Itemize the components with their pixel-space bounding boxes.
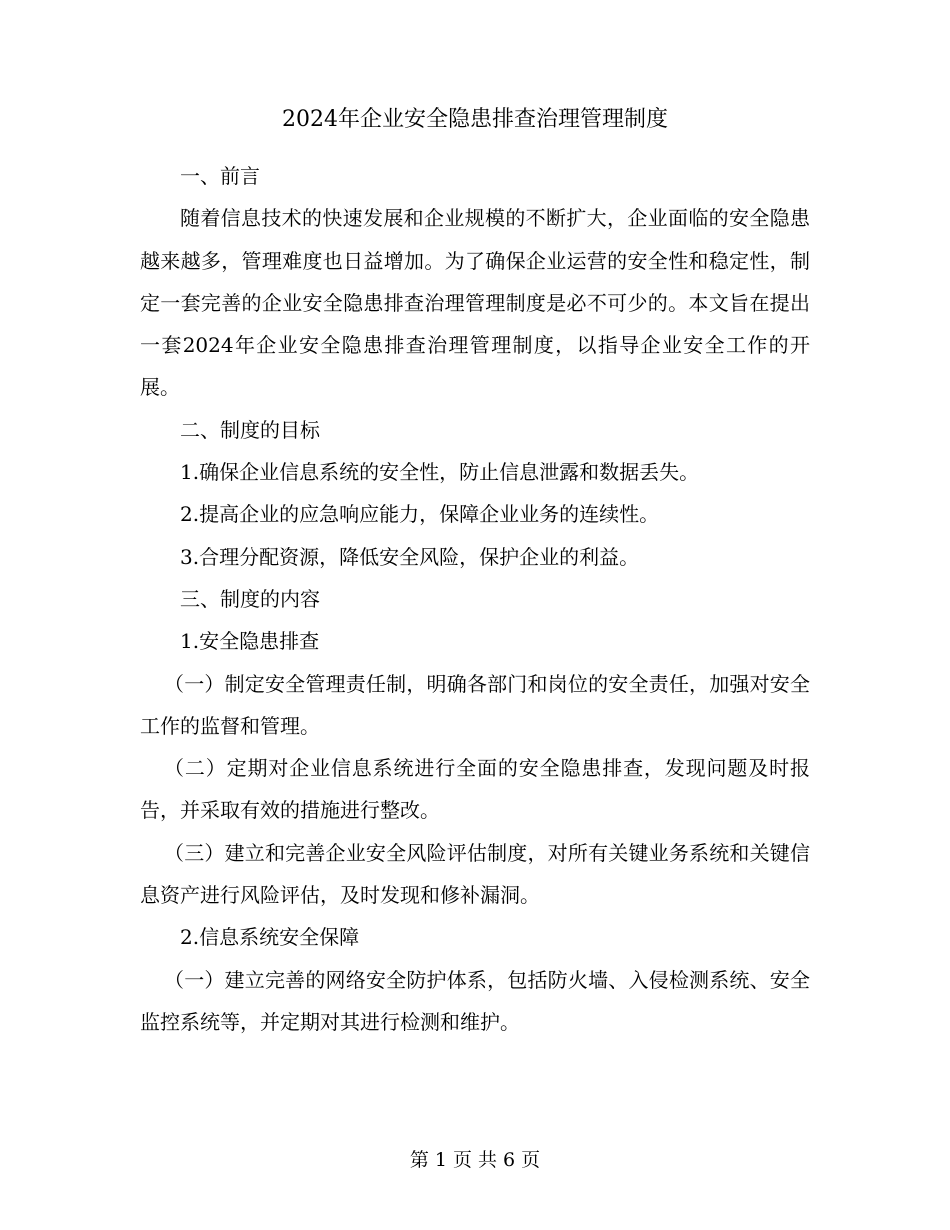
paragraph-inspection-item-1: （一）制定安全管理责任制，明确各部门和岗位的安全责任，加强对安全工作的监督和管理。 (140, 671, 810, 738)
document-body (140, 155, 810, 1043)
heading-objectives: 二、制度的目标 (180, 417, 320, 442)
list-item-objective-1: 1.确保企业信息系统的安全性，防止信息泄露和数据丢失。 (180, 460, 700, 485)
paragraph-inspection-item-2: （二）定期对企业信息系统进行全面的安全隐患排查，发现问题及时报告，并采取有效的措施进行整改。 (140, 756, 810, 823)
paragraph-inspection-item-3: （三）建立和完善企业安全风险评估制度，对所有关键业务系统和关键信息资产进行风险评估，及时发现和修补漏洞。 (140, 840, 810, 908)
paragraph-security-item-1: （一）建立完善的网络安全防护体系，包括防火墙、入侵检测系统、安全监控系统等，并定期对其进行检测和维护。 (140, 967, 810, 1034)
subheading-system-security: 2.信息系统安全保障 (180, 925, 360, 950)
heading-preface: 一、前言 (180, 164, 260, 188)
heading-content: 三、制度的内容 (180, 586, 320, 611)
list-item-objective-3: 3.合理分配资源，降低安全风险，保护企业的利益。 (180, 544, 640, 569)
paragraph-preface-body: 随着信息技术的快速发展和企业规模的不断扩大，企业面临的安全隐患越来越多，管理难度也日益增加。为了确保企业运营的安全性和稳定性，制定一套完善的企业安全隐患排查治理管理制度是必不可少的。本文旨在提出一套2024年企业安全隐患排查治理管理制度，以指导企业安全工作的开展。 (140, 206, 810, 400)
document-title: 2024年企业安全隐患排查治理管理制度 (282, 107, 668, 132)
page-footer: 第 1 页 共 6 页 (409, 1149, 541, 1171)
list-item-objective-2: 2.提高企业的应急响应能力，保障企业业务的连续性。 (180, 502, 660, 527)
subheading-hazard-inspection: 1.安全隐患排查 (180, 629, 320, 654)
